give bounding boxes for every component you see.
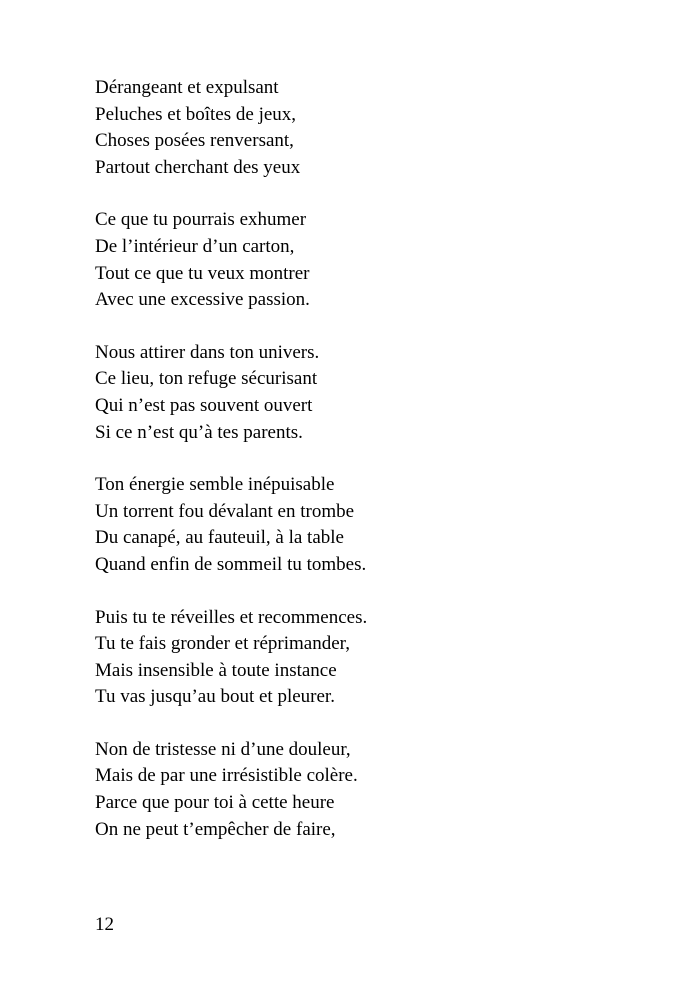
poem-line: Non de tristesse ni d’une douleur, xyxy=(95,738,351,760)
poem-body xyxy=(95,75,655,869)
poem-line: Tout ce que tu veux montrer xyxy=(95,262,310,284)
poem-line: Mais insensible à toute instance xyxy=(95,659,337,681)
poem-line: Tu te fais gronder et réprimander, xyxy=(95,633,350,655)
poem-line: Ce que tu pourrais exhumer xyxy=(95,209,307,231)
poem-line: Avec une excessive passion. xyxy=(95,289,310,311)
poem-line: On ne peut t’empêcher de faire, xyxy=(95,818,336,840)
stanza-6 xyxy=(95,737,655,843)
poem-line: Choses posées renversant, xyxy=(95,130,294,152)
stanza-3 xyxy=(95,340,655,446)
poem-line: Mais de par une irrésistible colère. xyxy=(95,765,358,787)
poem-line: Nous attirer dans ton univers. xyxy=(95,341,320,363)
poem-line: Puis tu te réveilles et recommences. xyxy=(95,606,368,628)
poem-line: Tu vas jusqu’au bout et pleurer. xyxy=(95,686,335,708)
poem-line: Ce lieu, ton refuge sécurisant xyxy=(95,368,318,390)
poem-line: Un torrent fou dévalant en trombe xyxy=(95,500,355,522)
poem-line: Peluches et boîtes de jeux, xyxy=(95,103,297,125)
stanza-4 xyxy=(95,472,655,578)
poem-line: Dérangeant et expulsant xyxy=(95,77,279,98)
poem-line: Du canapé, au fauteuil, à la table xyxy=(95,527,344,549)
poem-line: Parce que pour toi à cette heure xyxy=(95,792,335,814)
poem-line: Qui n’est pas souvent ouvert xyxy=(95,394,313,416)
poem-line: Partout cherchant des yeux xyxy=(95,156,301,178)
stanza-1 xyxy=(95,75,655,181)
poem-line: Si ce n’est qu’à tes parents. xyxy=(95,421,303,443)
poem-line: Quand enfin de sommeil tu tombes. xyxy=(95,553,367,575)
poem-line: Ton énergie semble inépuisable xyxy=(95,474,335,496)
page-number: 12 xyxy=(95,914,114,935)
stanza-5 xyxy=(95,605,655,711)
stanza-2 xyxy=(95,207,655,313)
poem-line: De l’intérieur d’un carton, xyxy=(95,235,295,257)
